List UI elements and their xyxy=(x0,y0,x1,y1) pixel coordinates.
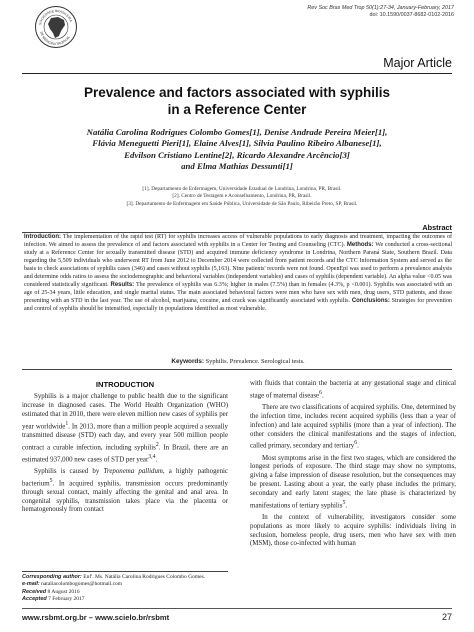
abstract-conclusions-label: Conclusions: xyxy=(351,297,390,304)
abstract-intro-label: Introduction: xyxy=(24,234,61,240)
abstract-heading: Abstract xyxy=(422,223,452,232)
title-line: in a Reference Center xyxy=(167,102,307,117)
doi-link[interactable]: doi: 10.1590/0037-8682-0102-2016 xyxy=(369,12,454,19)
author-line: Natália Carolina Rodrigues Colombo Gomes[1], Denise Andrade Pereira Meier[1], xyxy=(86,127,388,137)
section-label: Major Article xyxy=(383,56,452,70)
reference-superscript[interactable]: 6 xyxy=(319,389,322,396)
abstract-intro-text: The implementation of the rapid test (RT) for syphilis increases access of vulnerable populations to early diagnosis and treatment, impacting the outcomes of infection. We aimed to assess the prevalence of and factors associated with syphilis in a Center for Testing and Counseling (CTC). xyxy=(24,234,452,248)
author-email: e-mail: nataliacolombogomes@hotmail.com xyxy=(22,581,123,588)
title-line: Prevalence and factors associated with syphilis xyxy=(83,85,391,100)
affiliations xyxy=(70,186,414,208)
abstract-results-text: The prevalence of syphilis was 6.3%; higher in males (7.5%) than in females (4.3%, p <0.001). Syphilis was associated with an age of 25-34 years, little education, and single marital status. The main associated behavioral factors were men who have sex with men, drug users, STD patients, and those presenting with an STD in the last year. The use of alcohol, marijuana, cocaine, and crack was significantly associated with syphilis. xyxy=(24,281,453,304)
svg-text:DE MEDICINA TROPICAL: DE MEDICINA TROPICAL xyxy=(39,31,71,47)
keywords-text: Syphilis. Prevalence. Serological tests. xyxy=(204,358,305,365)
footer-url[interactable]: www.rsbmt.org.br – www.scielo.br/rsbmt xyxy=(22,613,170,622)
email-link[interactable]: nataliacolombogomes@hotmail.com xyxy=(39,581,123,588)
journal-citation: Rev Soc Bras Med Trop 50(1):27-34, January-February, 2017 xyxy=(307,5,454,11)
paragraph: Syphilis is a major challenge to public health due to the significant increase in diagnosed cases. The World Health Organization (WHO) estimated that in 2010, there were eleven million new cases of syphilis per year worldwide$^1$. In 2013, more than a million people acquired a sexually transmitted disease (STD) each day, and every year 500 million people contract a curable infection, including syphilis$^2$. In Brazil, there are an estimated 937,000 new cases of STD per year$^{3,4}$. xyxy=(22,393,228,463)
affiliation: [3]. Departamento de Enfermagem em Saúde Pública, Universidade de São Paulo, Ribeirão Preto, SP, Brasil. xyxy=(126,200,358,207)
journal-reference xyxy=(234,5,454,19)
author-line: and Elma Mathias Dessunti[1] xyxy=(181,160,293,171)
svg-text:SOCIEDADE BRASILEIRA: SOCIEDADE BRASILEIRA xyxy=(38,8,73,26)
paragraph: There are two classifications of acquired syphilis. One, determined by the infection time, includes recent acquired syphilis (less than a year of infection) and late acquired syphilis (more than a year of infection). The other considers the clinical manifestations and the stages of infection, called primary, secondary and tertiary$^6$. xyxy=(250,403,456,450)
reference-superscript[interactable]: 5 xyxy=(49,477,53,484)
reference-superscript[interactable]: 3,4 xyxy=(148,453,156,460)
society-logo xyxy=(34,5,78,49)
footer-divider xyxy=(22,608,452,609)
header-divider xyxy=(22,73,452,74)
author-line: Flávia Meneguetti Pieri[1], Elaine Alves[1], Silvia Paulino Ribeiro Albanese[1], xyxy=(92,138,382,149)
paragraph: In the context of vulnerability, investigators consider some populations as more likely to acquire syphilis: individuals living in seclusion, homeless people, drug users, men who have sex with men (MSM), those co-infected with human xyxy=(250,513,456,548)
reference-superscript[interactable]: 2 xyxy=(155,441,159,448)
body-column-left xyxy=(22,393,228,518)
paragraph: with fluids that contain the bacteria at any gestational stage and clinical stage of maternal disease$^6$. xyxy=(250,380,456,400)
paragraph: Most symptoms arise in the first two stages, which are considered the longest periods of exposure. The third stage may show no symptoms, giving a false impression of disease resolution, but the consequences may be present. Lasting about a year, the early phase includes the primary, secondary and early latent stages; the late phase is characterized by manifestations of tertiary syphilis$^5$. xyxy=(250,454,456,510)
affiliation: [2]. Centro de Testagem e Aconselhamento, Londrina, PR, Brasil. xyxy=(172,193,312,200)
abstract-divider xyxy=(22,232,452,233)
correspondence-box xyxy=(22,571,228,604)
keywords-divider xyxy=(22,369,452,370)
author-list xyxy=(36,127,438,172)
reference-superscript[interactable]: 5 xyxy=(342,499,346,506)
reference-superscript[interactable]: 1 xyxy=(65,420,69,427)
paragraph: Syphilis is caused by Treponema pallidum, a highly pathogenic bacterium$^5$. In acquired syphilis, transmission occurs predominantly through sexual contact, mainly affecting the genital and anal area. In congenital syphilis, transmission takes place via the placenta or hematogenously from contact xyxy=(22,467,228,514)
keywords-label: Keywords: xyxy=(171,358,205,365)
page-number: 27 xyxy=(441,612,452,622)
abstract-conclusions-text: Strategies for prevention and control of syphilis should be intensified, especially in populations identified as most vulnerable. xyxy=(24,297,452,312)
received-date: Received 8 August 2016 xyxy=(22,588,80,595)
species-name: Treponema pallidum xyxy=(103,467,163,475)
keywords xyxy=(24,358,452,365)
abstract-methods-label: Methods: xyxy=(346,241,374,248)
article-title xyxy=(40,84,434,118)
introduction-heading: INTRODUCTION xyxy=(95,380,155,389)
accepted-date: Accepted 7 February 2017 xyxy=(22,596,85,603)
affiliation: [1]. Departamento de Enfermagem, Universidade Estadual de Londrina, Londrina, PR, Brasil. xyxy=(142,186,342,192)
author-line: Edvilson Cristiano Lentine[2], Ricardo Alexandre Arcêncio[3] xyxy=(124,149,350,160)
abstract-body xyxy=(24,234,452,314)
corresponding-author: Corresponding author: Enf'. Ms. Natália Carolina Rodrigues Colombo Gomes. xyxy=(22,574,206,580)
abstract-results-label: Results: xyxy=(110,281,135,288)
reference-superscript[interactable]: 6 xyxy=(354,440,358,447)
abstract-methods-text: We conducted a cross-sectional study at a Reference Center for sexually transmitted disease (STD) and acquired immune deficiency syndrome in Londrina, Northern Paraná State, Southern Brazil. Data regarding the 5,509 individuals who underwent RT from June 2012 to December 2014 were collected from patient records and the CTC Information System and served as the basis to check associations of syphilis cases (346) and cases without syphilis (5,163). Nine patients' records were not found. OpenEpi was used to perform a prevalence analysis and determine odds ratios to assess the sociodemographic and behavioral variables (independent variables) and cases of syphilis (dependent variable). An alpha value <0.05 was considered statistically significant. xyxy=(24,241,453,288)
body-column-right xyxy=(250,380,456,552)
